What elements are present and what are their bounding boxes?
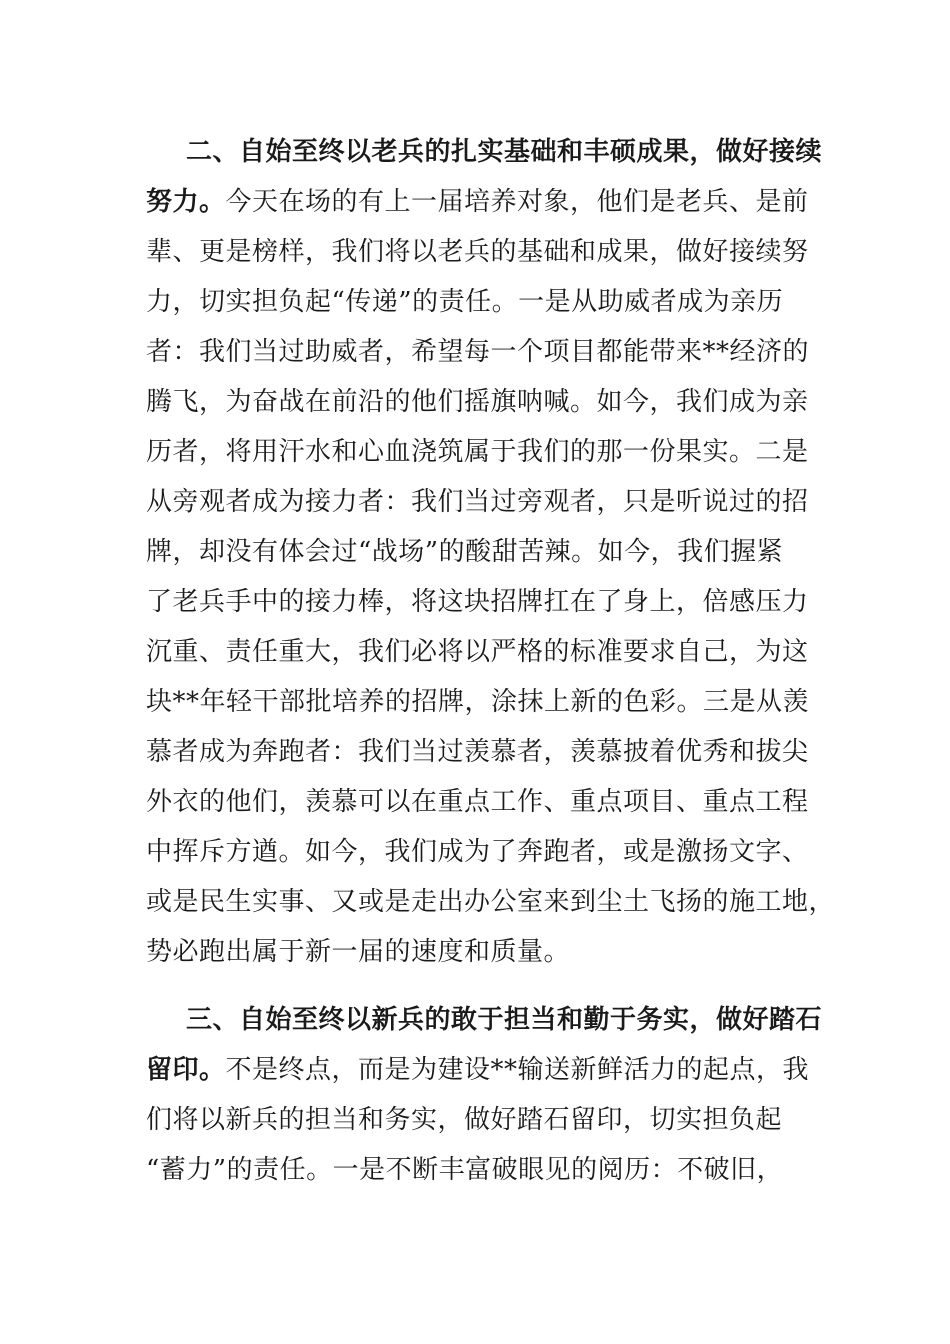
section3-line-1 (146, 1054, 810, 1086)
paragraph-line: 或是民生实事、又或是走出办公室来到尘土飞扬的施工地， (146, 887, 836, 917)
paragraph-line: “蓄力”的责任。一是不断丰富破眼见的阅历：不破旧， (146, 1155, 784, 1185)
section2-line-1-text: 今天在场的有上一届培养对象，他们是老兵、是前 (225, 187, 809, 217)
paragraph-line: 腾飞，为奋战在前沿的他们摇旗呐喊。如今，我们成为亲 (146, 387, 809, 417)
paragraph-line: 者：我们当过助威者，希望每一个项目都能带来**经济的 (146, 337, 810, 367)
section2-heading: 二、自始至终以老兵的扎实基础和丰硕成果，做好接续 (186, 137, 823, 167)
paragraph-line: 外衣的他们，羡慕可以在重点工作、重点项目、重点工程 (146, 787, 809, 817)
section2-heading-end: 努力。 (146, 187, 226, 217)
paragraph-line: 从旁观者成为接力者：我们当过旁观者，只是听说过的招 (146, 487, 809, 517)
paragraph-line: 了老兵手中的接力棒，将这块招牌扛在了身上，倍感压力 (146, 587, 809, 617)
paragraph-line: 块**年轻干部批培养的招牌，涂抹上新的色彩。三是从羡 (146, 687, 810, 717)
paragraph-line: 们将以新兵的担当和务实，做好踏石留印，切实担负起 (146, 1105, 783, 1135)
paragraph-line: 历者，将用汗水和心血浇筑属于我们的那一份果实。二是 (146, 437, 809, 467)
section3-heading: 三、自始至终以新兵的敢于担当和勤于务实，做好踏石 (186, 1005, 823, 1035)
section3-heading-end: 留印。 (146, 1055, 226, 1085)
paragraph-line: 慕者成为奔跑者：我们当过羡慕者，羡慕披着优秀和拔尖 (146, 737, 809, 767)
section2-line-1 (146, 186, 809, 218)
paragraph-line: 牌，却没有体会过“战场”的酸甜苦辣。如今，我们握紧 (146, 537, 784, 567)
paragraph-line: 沉重、责任重大，我们必将以严格的标准要求自己，为这 (146, 637, 809, 667)
paragraph-line: 中挥斥方遒。如今，我们成为了奔跑者，或是激扬文字、 (146, 837, 809, 867)
section3-line-1-text: 不是终点，而是为建设**输送新鲜活力的起点，我 (225, 1055, 810, 1085)
paragraph-line: 力，切实担负起“传递”的责任。一是从助威者成为亲历 (146, 287, 784, 317)
paragraph-line: 辈、更是榜样，我们将以老兵的基础和成果，做好接续努 (146, 237, 809, 267)
paragraph-line: 势必跑出属于新一届的速度和质量。 (146, 937, 571, 967)
